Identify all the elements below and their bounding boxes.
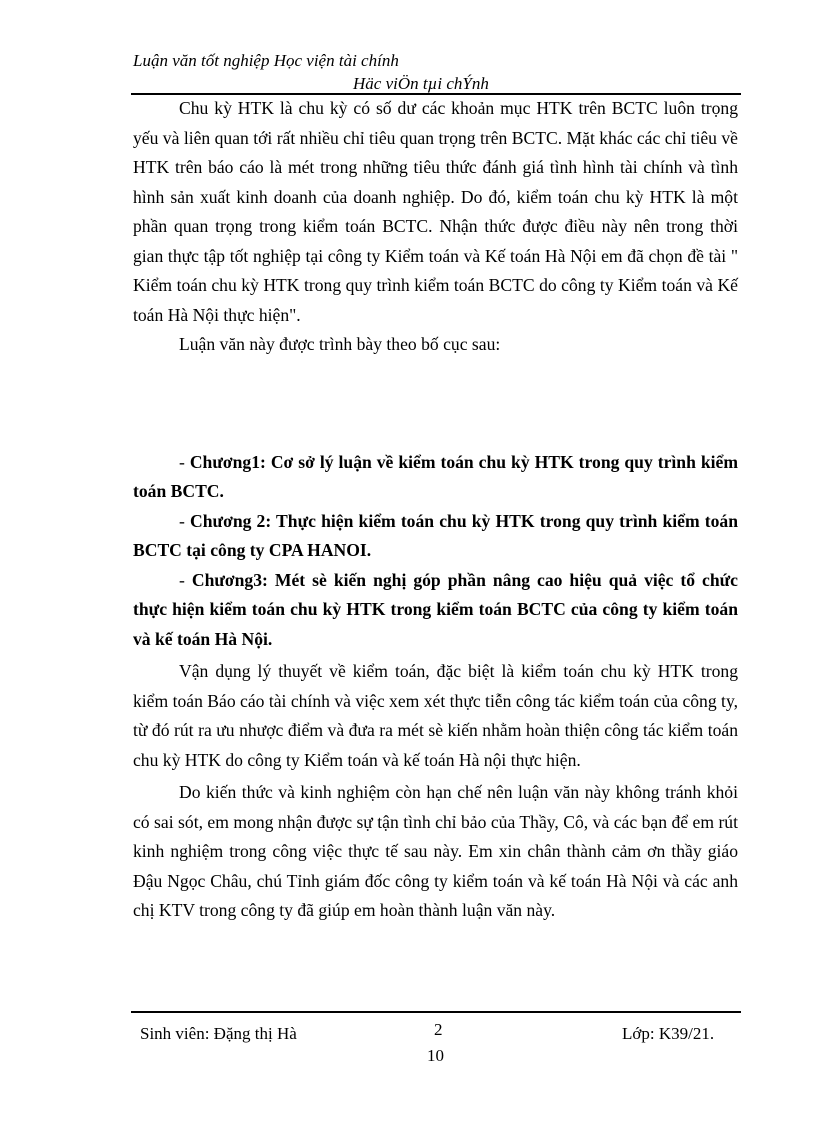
header-subtitle: Häc viÖn tµi chÝnh (353, 74, 489, 93)
chapter-1-dash: - (179, 451, 190, 472)
chapter-1-text: Chương1: Cơ sở lý luận về kiểm toán chu kỳ HTK trong quy trình kiểm toán BCTC. (133, 451, 738, 501)
paragraph-acknowledgement: Do kiến thức và kinh nghiệm còn hạn chế nên luận văn này không tránh khỏi có sai sót, em mong nhận được sự tận tình chỉ bảo của Thầy, Cô, và các bạn để em rút kinh nghiệm trong công việc thực tế sau này. Em xin chân thành cảm ơn thầy giáo Đậu Ngọc Châu, chú Tỉnh giám đốc công ty kiểm toán và kế toán Hà Nội và các anh chị KTV trong công ty đã giúp em hoàn thành luận văn này. (133, 782, 738, 920)
paragraph-application: Vận dụng lý thuyết về kiểm toán, đặc biệt là kiểm toán chu kỳ HTK trong kiểm toán Báo cáo tài chính và việc xem xét thực tiễn công tác kiểm toán của công ty, từ đó rút ra ưu nhược điểm và đưa ra mét sè kiến nhằm hoàn thiện công tác kiểm toán chu kỳ HTK do công ty Kiểm toán và kế toán Hà nội thực hiện. (133, 661, 738, 770)
chapter-1 (133, 448, 738, 507)
footer-page-number-secondary: 10 (427, 1046, 444, 1065)
chapter-2-text: Chương 2: Thực hiện kiểm toán chu kỳ HTK trong quy trình kiểm toán BCTC tại công ty CPA HANOI. (133, 510, 738, 560)
blank-space (133, 360, 738, 448)
chapter-2-dash: - (179, 510, 191, 531)
header-title: Luận văn tốt nghiệp Học viện tài chính (133, 51, 399, 70)
paragraph-structure: Luận văn này được trình bày theo bố cục sau: (179, 334, 501, 354)
chapter-3-dash: - (179, 569, 192, 590)
chapter-2 (133, 507, 738, 566)
document-body (133, 94, 738, 926)
footer-class: Lớp: K39/21. (622, 1024, 715, 1043)
footer-student: Sinh viên: Đặng thị Hà (140, 1024, 297, 1043)
paragraph-intro: Chu kỳ HTK là chu kỳ có số dư các khoản mục HTK trên BCTC luôn trọng yếu và liên quan tới rất nhiều chỉ tiêu quan trọng trên BCTC. Mặt khác các chỉ tiêu về HTK trên báo cáo là mét trong những tiêu thức đánh giá tình hình tài chính và tình hình sản xuất kinh doanh của doanh nghiệp. Do đó, kiểm toán chu kỳ HTK là một phần quan trọng trong kiểm toán BCTC. Nhận thức được điều này nên trong thời gian thực tập tốt nghiệp tại công ty Kiểm toán và Kế toán Hà Nội em đã chọn đề tài " Kiểm toán chu kỳ HTK trong quy trình kiểm toán BCTC do công ty Kiểm toán và Kế toán Hà Nội thực hiện". (133, 98, 738, 325)
footer-divider (131, 1011, 741, 1013)
chapter-3-text: Chương3: Mét sè kiến nghị góp phần nâng cao hiệu quả việc tổ chức thực hiện kiểm toán chu kỳ HTK trong kiểm toán BCTC của công ty kiểm toán và kế toán Hà Nội. (133, 569, 738, 649)
footer-page-number: 2 (434, 1020, 443, 1039)
chapter-3 (133, 566, 738, 655)
